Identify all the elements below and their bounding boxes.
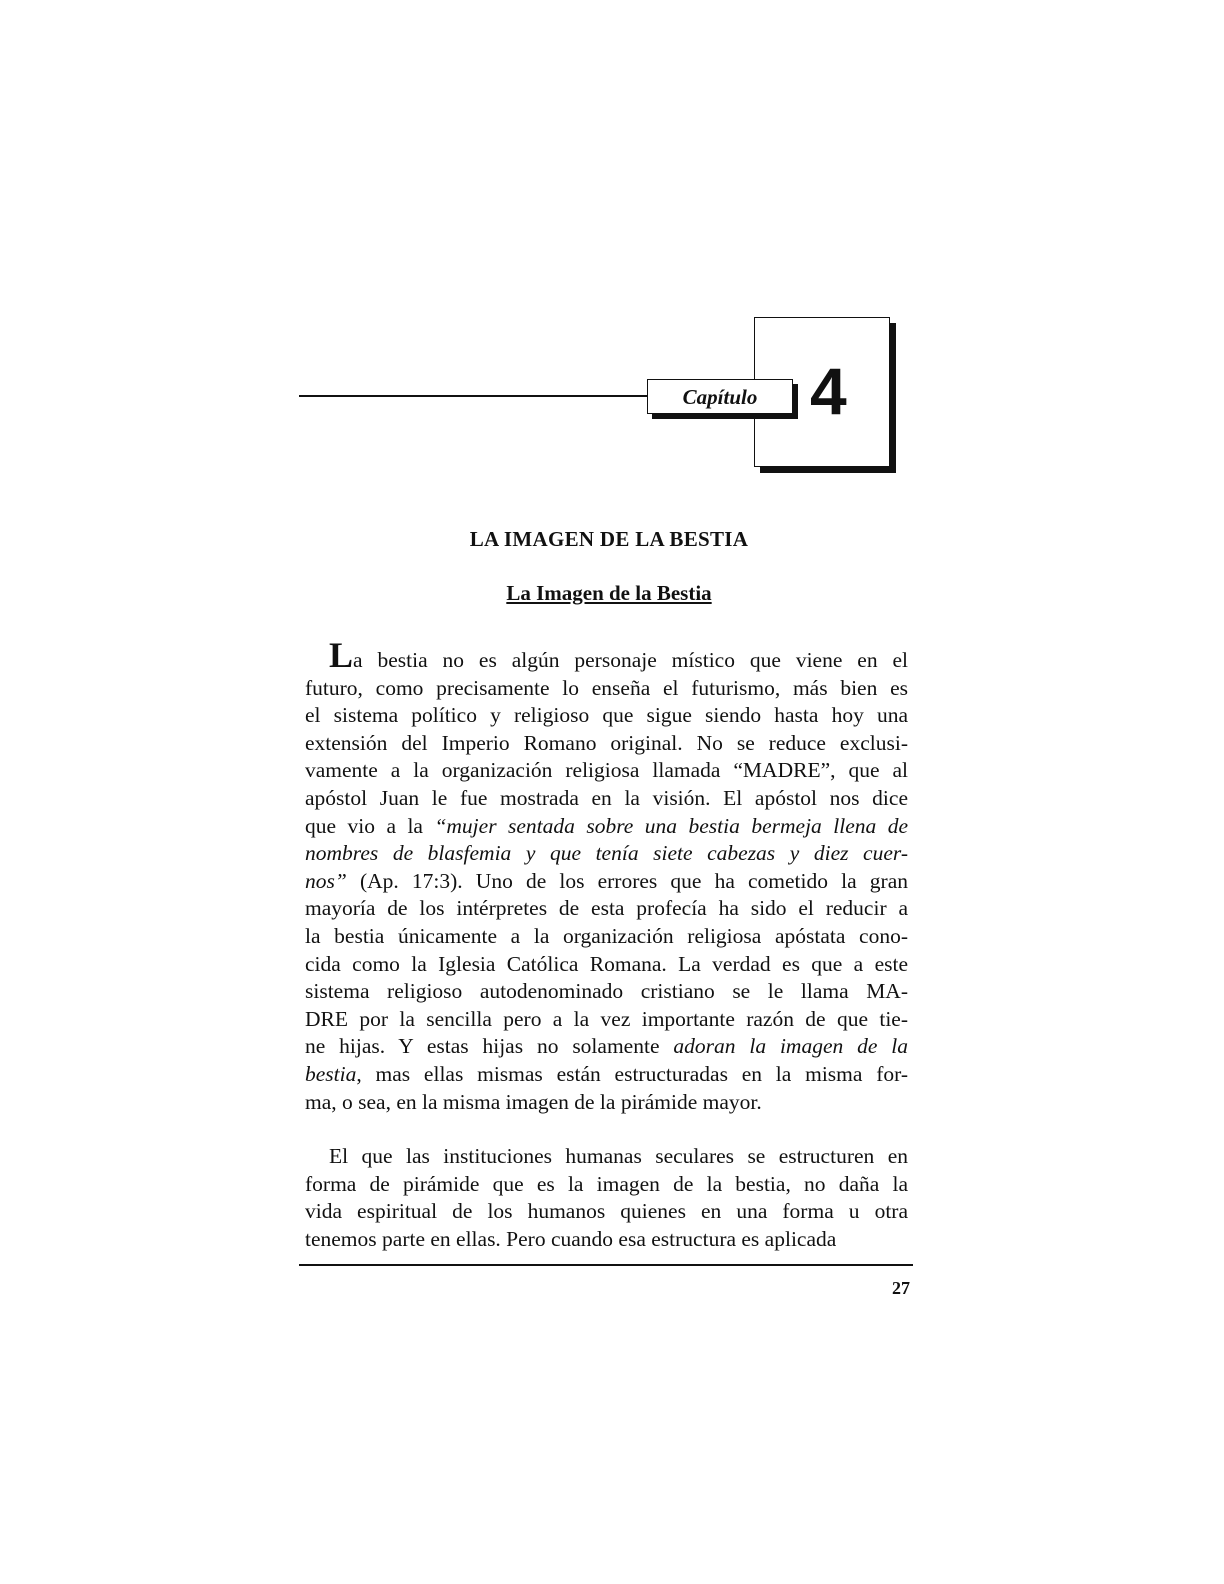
- quote-italic: nombres de blasfemia y que tenía siete cabezas y diez cuer-: [305, 841, 908, 866]
- emphasis-italic: adoran la imagen de la: [673, 1034, 908, 1059]
- text-line: la bestia únicamente a la organización religiosa apóstata cono-: [305, 923, 908, 948]
- text-line: el sistema político y religioso que sigue siendo hasta hoy una: [305, 703, 908, 728]
- page-number: 27: [892, 1278, 910, 1298]
- text-line: vamente a la organización religiosa llamada “MADRE”, que al: [305, 758, 908, 783]
- text-line: nos” (Ap. 17:3). Uno de los errores que ha cometido la gran: [305, 868, 908, 893]
- text-line: forma de pirámide que es la imagen de la bestia, no daña la: [305, 1171, 908, 1196]
- text-line: DRE por la sencilla pero a la vez importante razón de que tie-: [305, 1006, 908, 1031]
- text-line: apóstol Juan le fue mostrada en la visión. El apóstol nos dice: [305, 785, 908, 810]
- quote-italic: nos”: [305, 868, 347, 893]
- text-line: [305, 840, 908, 868]
- drop-cap: L: [329, 635, 354, 675]
- text-line: ne hijas. Y estas hijas no solamente adoran la imagen de la: [305, 1034, 908, 1059]
- text-line: El que las instituciones humanas seculares se estructuren en: [329, 1144, 908, 1168]
- paragraph-2: [305, 1143, 908, 1253]
- text-line: cida como la Iglesia Católica Romana. La verdad es que a este: [305, 951, 908, 976]
- chapter-title: LA IMAGEN DE LA BESTIA: [469, 527, 749, 551]
- paragraph-1: [305, 635, 908, 1116]
- chapter-header-rule: [299, 395, 651, 397]
- text-line: vida espiritual de los humanos quienes en una forma u otra: [305, 1199, 908, 1224]
- text-line: ma, o sea, en la misma imagen de la pirámide mayor.: [305, 1089, 762, 1114]
- text-line: La bestia no es algún personaje místico que viene en el: [329, 635, 908, 675]
- text-line: extensión del Imperio Romano original. No se reduce exclusi-: [305, 730, 908, 755]
- text-line: bestia, mas ellas mismas están estructuradas en la misma for-: [305, 1061, 908, 1086]
- footer-rule: [299, 1264, 913, 1266]
- chapter-number: 4: [810, 354, 847, 428]
- chapter-label: Capítulo: [647, 379, 793, 414]
- text-line: sistema religioso autodenominado cristiano se le llama MA-: [305, 979, 908, 1004]
- text-line: mayoría de los intérpretes de esta profecía ha sido el reducir a: [305, 896, 908, 921]
- section-title: La Imagen de la Bestia: [506, 581, 712, 605]
- emphasis-italic: bestia: [305, 1061, 357, 1086]
- text-line: que vio a la “mujer sentada sobre una bestia bermeja llena de: [305, 813, 908, 838]
- quote-italic: “mujer sentada sobre una bestia bermeja llena de: [434, 813, 908, 838]
- text-line: futuro, como precisamente lo enseña el futurismo, más bien es: [305, 675, 908, 700]
- text-line: tenemos parte en ellas. Pero cuando esa estructura es aplicada: [305, 1226, 837, 1251]
